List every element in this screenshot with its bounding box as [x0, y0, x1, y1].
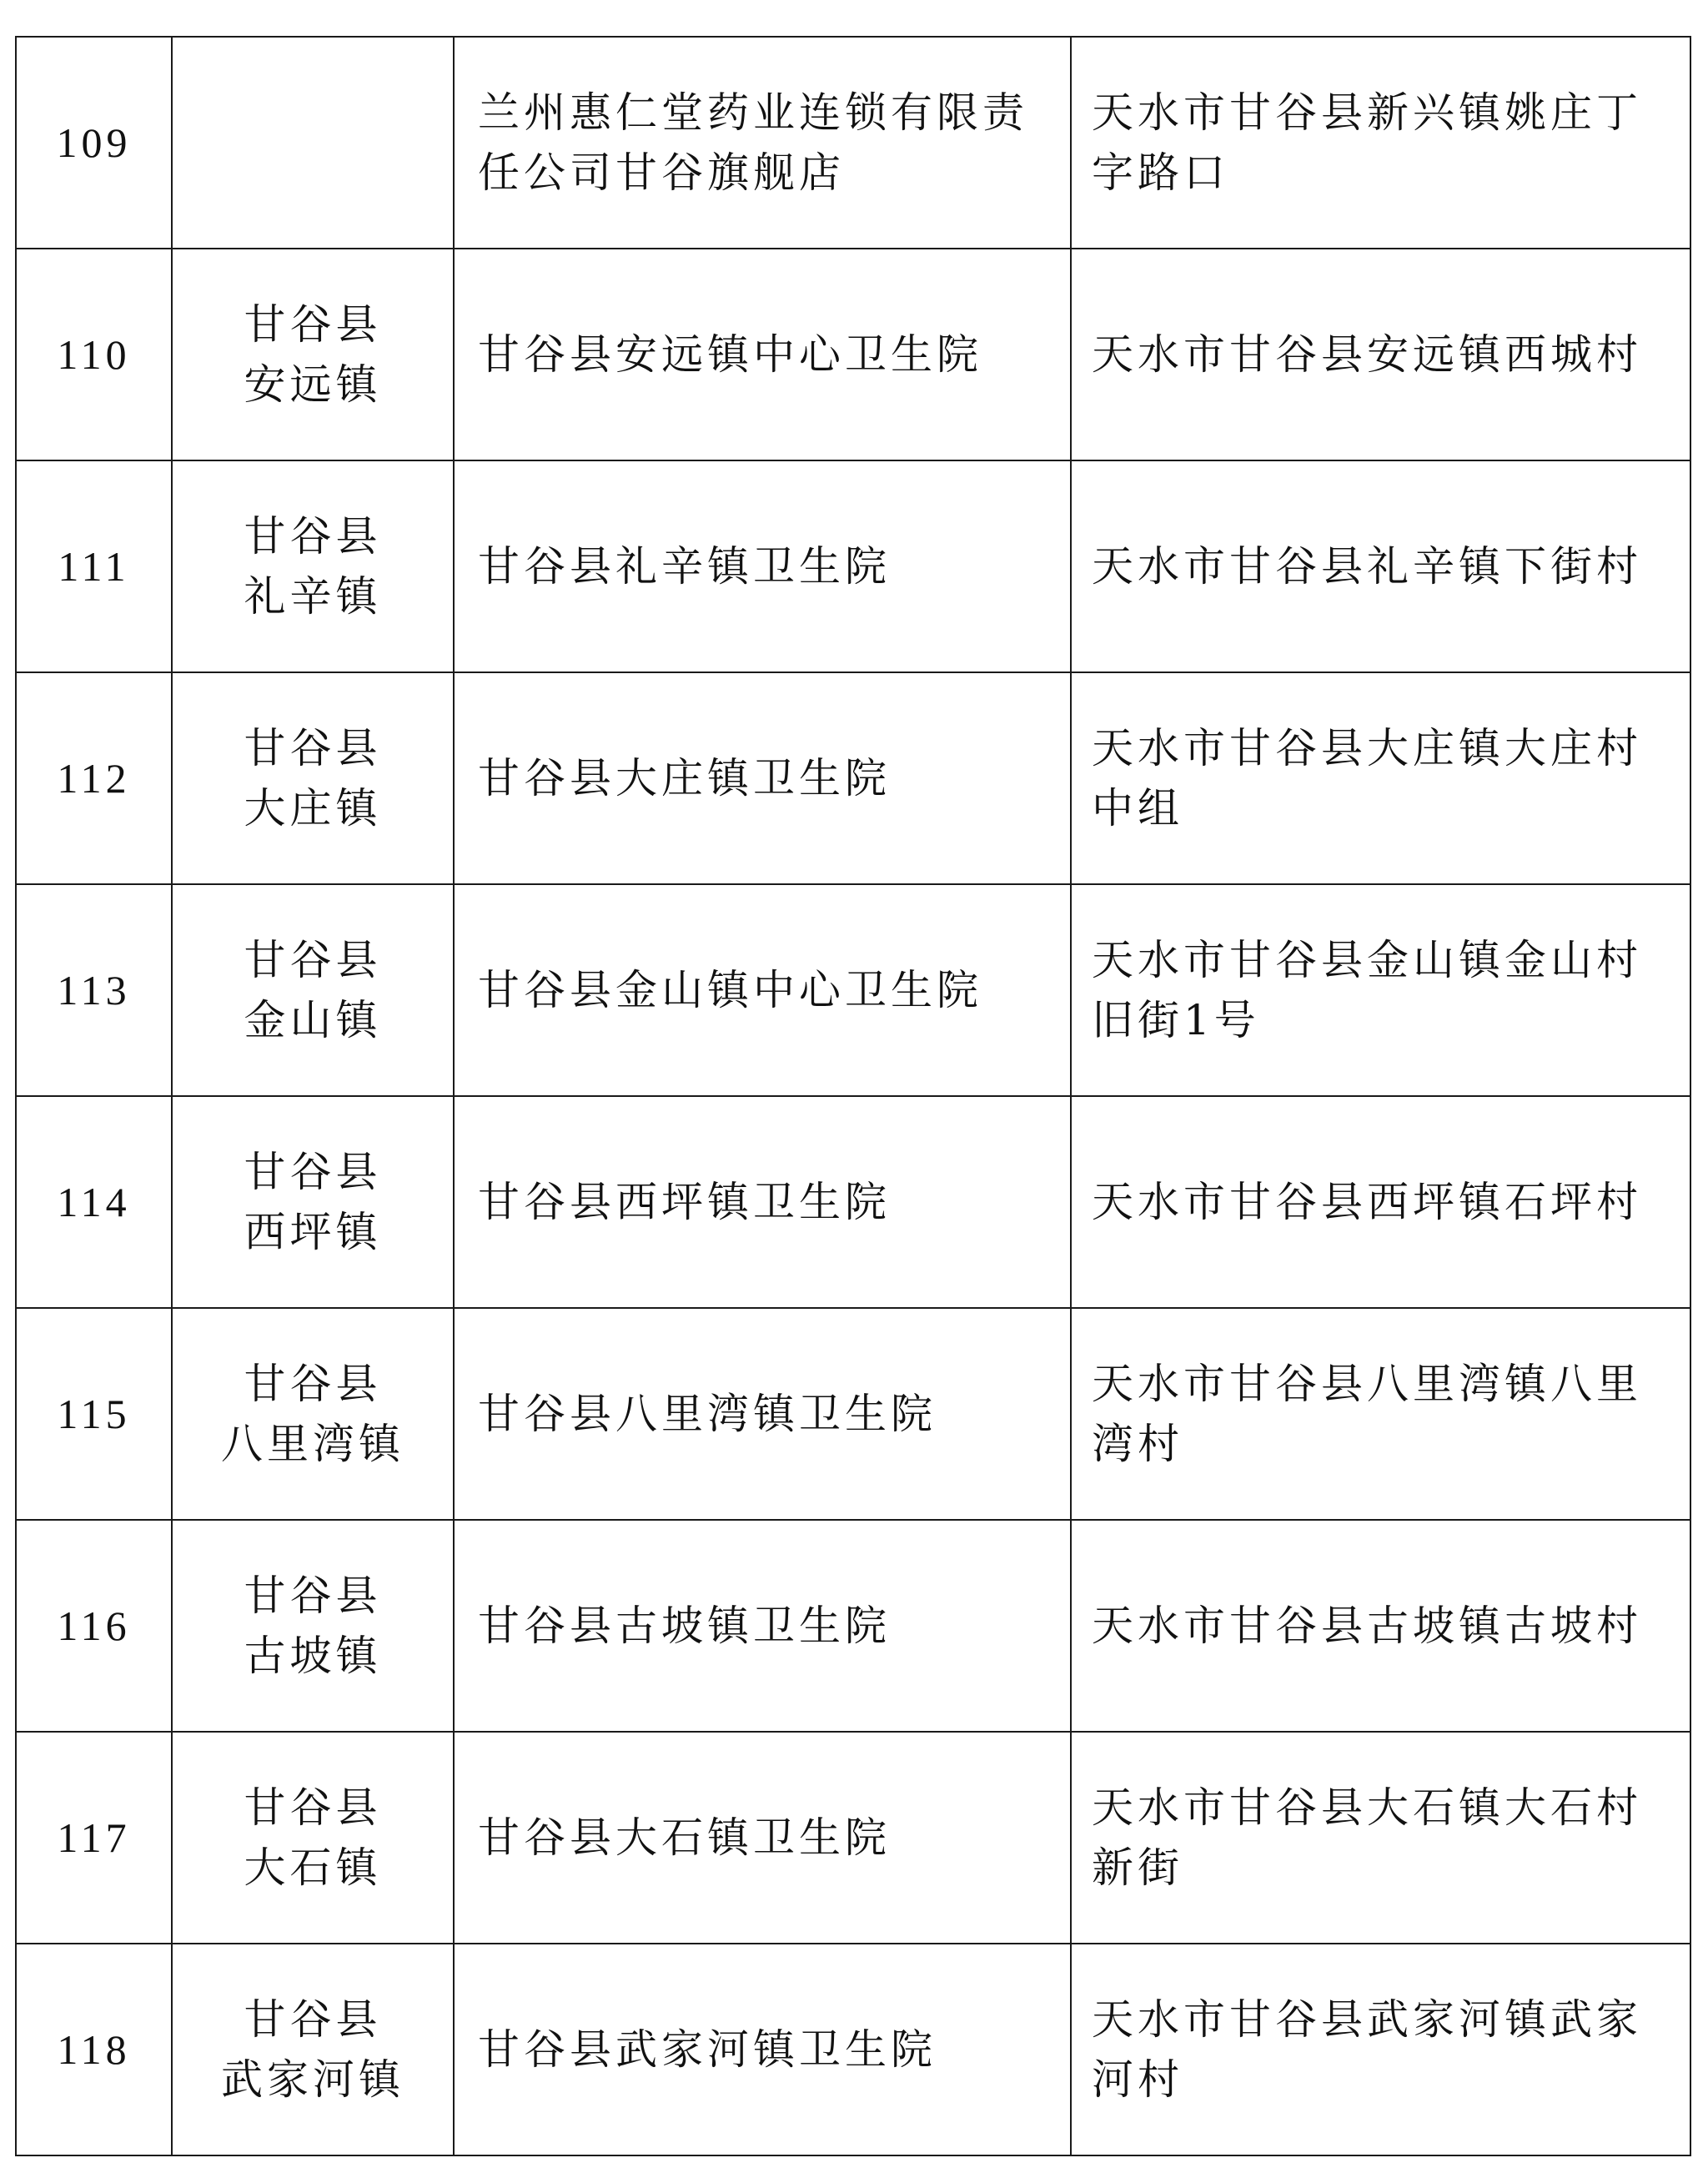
county-town-cell	[172, 249, 454, 460]
county-town-cell	[172, 1308, 454, 1520]
town-name: 大石镇	[244, 1844, 382, 1892]
table-row	[16, 672, 1690, 884]
town-name: 安远镇	[244, 360, 382, 409]
row-number: 114	[16, 1096, 172, 1308]
institution-name: 甘谷县金山镇中心卫生院	[454, 884, 1071, 1096]
institution-name: 兰州惠仁堂药业连锁有限责任公司甘谷旗舰店	[454, 37, 1071, 249]
row-number: 109	[16, 37, 172, 249]
institution-address: 天水市甘谷县大庄镇大庄村中组	[1071, 672, 1690, 884]
institution-address: 天水市甘谷县安远镇西城村	[1071, 249, 1690, 460]
institution-address: 天水市甘谷县古坡镇古坡村	[1071, 1520, 1690, 1732]
row-number: 112	[16, 672, 172, 884]
county-name: 甘谷县	[244, 1572, 382, 1620]
town-name: 西坪镇	[244, 1208, 382, 1256]
institution-address: 天水市甘谷县金山镇金山村旧街1号	[1071, 884, 1690, 1096]
table-row	[16, 460, 1690, 672]
town-name: 武家河镇	[221, 2055, 404, 2104]
institution-address: 天水市甘谷县大石镇大石村新街	[1071, 1732, 1690, 1944]
town-name: 八里湾镇	[221, 1420, 404, 1468]
county-name: 甘谷县	[244, 300, 382, 349]
institution-address: 天水市甘谷县新兴镇姚庄丁字路口	[1071, 37, 1690, 249]
table-row	[16, 884, 1690, 1096]
table-row	[16, 1308, 1690, 1520]
town-name: 礼辛镇	[244, 572, 382, 621]
county-town-cell	[172, 1732, 454, 1944]
county-town-cell	[172, 1944, 454, 2155]
table-row	[16, 1520, 1690, 1732]
row-number: 110	[16, 249, 172, 460]
institution-name: 甘谷县大石镇卫生院	[454, 1732, 1071, 1944]
county-name: 甘谷县	[244, 1148, 382, 1196]
row-number: 117	[16, 1732, 172, 1944]
table-row	[16, 1732, 1690, 1944]
institution-name: 甘谷县安远镇中心卫生院	[454, 249, 1071, 460]
table-row	[16, 1944, 1690, 2155]
institution-address: 天水市甘谷县礼辛镇下街村	[1071, 460, 1690, 672]
table-row	[16, 37, 1690, 249]
document-page	[15, 36, 1690, 2155]
town-name: 金山镇	[244, 996, 382, 1044]
row-number: 118	[16, 1944, 172, 2155]
county-name: 甘谷县	[244, 1360, 382, 1408]
county-name: 甘谷县	[244, 1783, 382, 1832]
institution-name: 甘谷县古坡镇卫生院	[454, 1520, 1071, 1732]
town-name: 古坡镇	[244, 1632, 382, 1680]
institution-address: 天水市甘谷县武家河镇武家河村	[1071, 1944, 1690, 2155]
row-number: 116	[16, 1520, 172, 1732]
county-name: 甘谷县	[244, 512, 382, 561]
row-number: 115	[16, 1308, 172, 1520]
institution-name: 甘谷县武家河镇卫生院	[454, 1944, 1071, 2155]
table-row	[16, 249, 1690, 460]
row-number: 113	[16, 884, 172, 1096]
county-name: 甘谷县	[244, 936, 382, 984]
table-row	[16, 1096, 1690, 1308]
institution-address: 天水市甘谷县八里湾镇八里湾村	[1071, 1308, 1690, 1520]
institution-table	[15, 36, 1691, 2156]
row-number: 111	[16, 460, 172, 672]
county-town-cell	[172, 1096, 454, 1308]
town-name: 大庄镇	[244, 784, 382, 832]
institution-name: 甘谷县大庄镇卫生院	[454, 672, 1071, 884]
county-name: 甘谷县	[244, 1995, 382, 2044]
institution-address: 天水市甘谷县西坪镇石坪村	[1071, 1096, 1690, 1308]
institution-name: 甘谷县礼辛镇卫生院	[454, 460, 1071, 672]
county-name: 甘谷县	[244, 724, 382, 772]
county-town-cell	[172, 1520, 454, 1732]
county-town-cell	[172, 37, 454, 249]
county-town-cell	[172, 884, 454, 1096]
institution-name: 甘谷县八里湾镇卫生院	[454, 1308, 1071, 1520]
county-town-cell	[172, 460, 454, 672]
county-town-cell	[172, 672, 454, 884]
institution-name: 甘谷县西坪镇卫生院	[454, 1096, 1071, 1308]
